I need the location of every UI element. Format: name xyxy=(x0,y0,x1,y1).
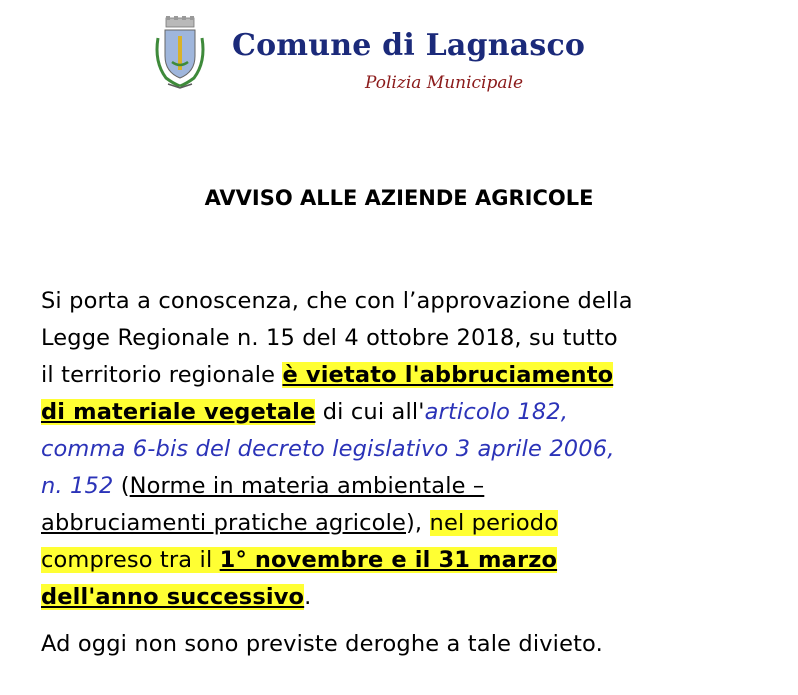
body-text-segment: ( xyxy=(113,473,130,499)
body-line-9 xyxy=(41,579,781,616)
law-reference-cont: comma 6-bis del decreto legislativo 3 aprile 2006, xyxy=(41,436,615,462)
body-text-segment: . xyxy=(304,584,312,610)
body-text-segment: ), xyxy=(406,510,430,536)
law-reference: articolo 182, xyxy=(424,399,569,425)
body-line-2: Legge Regionale n. 15 del 4 ottobre 2018, su tutto xyxy=(41,325,618,351)
period-highlight: nel periodo xyxy=(429,510,559,536)
closing-statement: Ad oggi non sono previste deroghe a tale divieto. xyxy=(41,631,603,657)
notice-title: AVVISO ALLE AZIENDE AGRICOLE xyxy=(204,186,594,210)
period-highlight-cont: compreso tra il xyxy=(41,547,220,573)
body-line-6 xyxy=(41,468,781,505)
body-text-segment: il territorio regionale xyxy=(41,362,283,388)
body-text-segment: di cui all' xyxy=(315,399,425,425)
law-subject: Norme in materia ambientale – xyxy=(129,473,485,499)
period-dates-cont: dell'anno successivo xyxy=(41,584,305,610)
body-line-4 xyxy=(41,394,781,431)
body-line-3 xyxy=(41,357,781,394)
body-line-7 xyxy=(41,505,781,542)
law-reference-end: n. 152 xyxy=(41,473,114,499)
law-subject-cont: abbruciamenti pratiche agricole xyxy=(41,510,406,536)
prohibition-highlight-cont: di materiale vegetale xyxy=(41,399,316,425)
municipality-name: Comune di Lagnasco xyxy=(232,28,586,63)
body-line-8 xyxy=(41,542,781,579)
department-name: Polizia Municipale xyxy=(365,73,524,93)
municipal-crest-icon xyxy=(152,16,208,90)
body-line-1: Si porta a conoscenza, che con l’approvazione della xyxy=(41,288,633,314)
prohibition-highlight: è vietato l'abbruciamento xyxy=(282,362,614,388)
notice-body xyxy=(41,283,781,616)
period-dates: 1° novembre e il 31 marzo xyxy=(219,547,558,573)
